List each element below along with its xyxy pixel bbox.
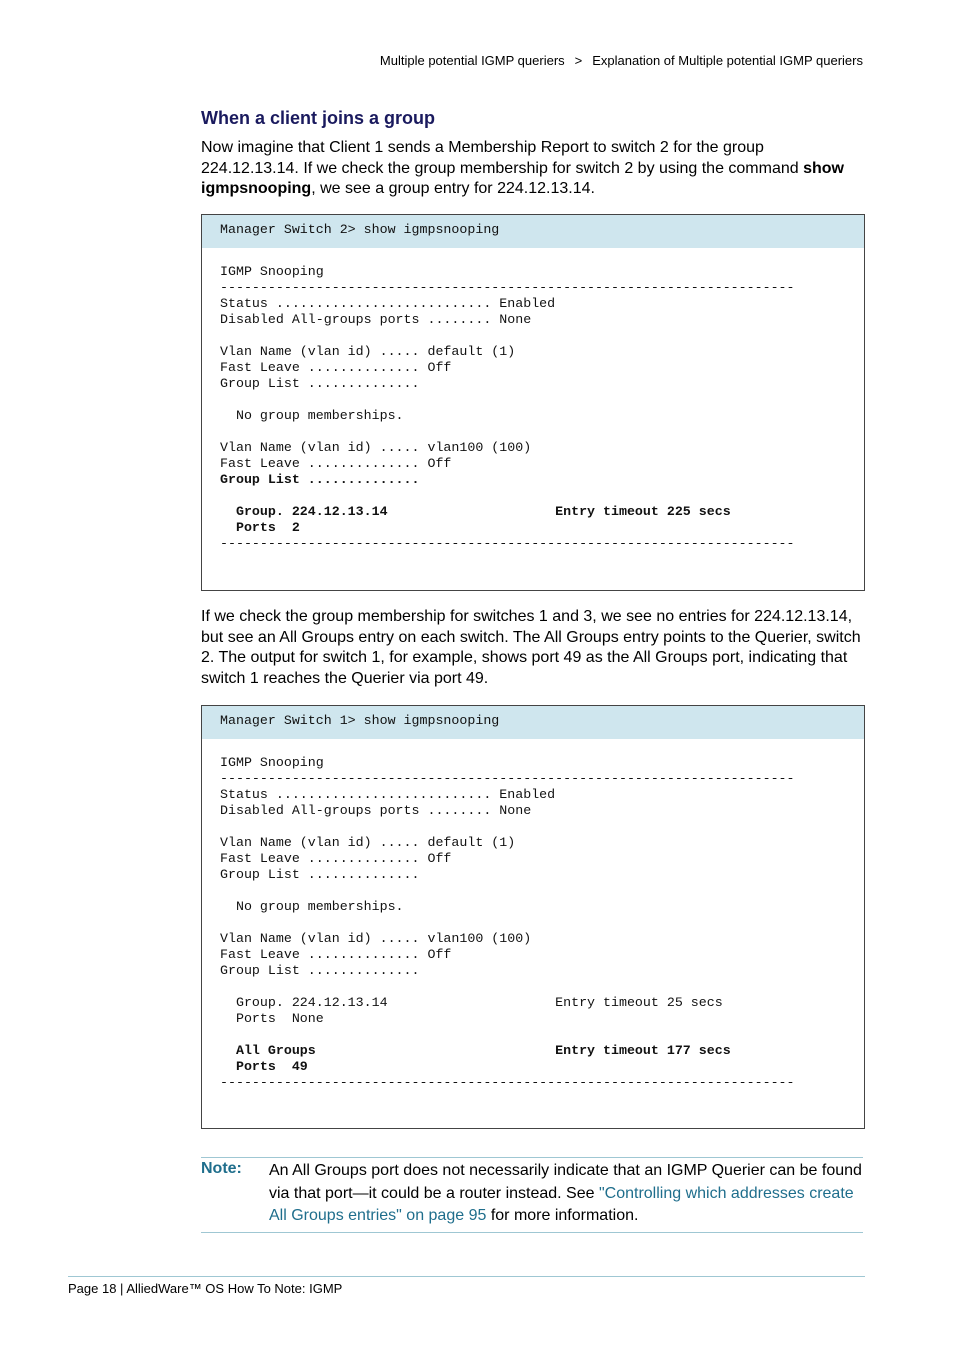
section-heading: When a client joins a group bbox=[201, 108, 436, 128]
code-command: Manager Switch 2> show igmpsnooping bbox=[202, 215, 864, 248]
code-output-highlight: Group List .............. Group. 224.12.13.14 Entry timeout 225 secs Ports 2 bbox=[220, 472, 731, 535]
paragraph-2 bbox=[201, 607, 865, 690]
code-output-highlight: All Groups Entry timeout 177 secs Ports 49 bbox=[235, 1043, 731, 1074]
code-example-switch1 bbox=[201, 705, 865, 1129]
paragraph-1-text: Now imagine that Client 1 sends a Membership Report to switch 2 for the group 224.12.13.14. If we check the group membership for switch 2 by using the command bbox=[201, 139, 804, 177]
note-text bbox=[269, 1160, 864, 1228]
note-box bbox=[201, 1157, 863, 1233]
code-output bbox=[202, 248, 864, 552]
code-example-switch2 bbox=[201, 214, 865, 591]
breadcrumb-parent[interactable]: Multiple potential IGMP queriers bbox=[379, 53, 565, 68]
breadcrumb-separator: > bbox=[574, 53, 583, 68]
breadcrumb-current: Explanation of Multiple potential IGMP queriers bbox=[592, 53, 863, 68]
footer-divider bbox=[68, 1276, 865, 1277]
code-output bbox=[202, 739, 864, 1091]
command-name: show igmpsnooping bbox=[201, 159, 844, 198]
paragraph-1-tail: , we see a group entry for 224.12.13.14. bbox=[311, 180, 595, 198]
code-output-end: ------------------------------------------------------------------------ bbox=[220, 1075, 795, 1090]
note-label: Note: bbox=[201, 1160, 242, 1177]
breadcrumb bbox=[380, 53, 863, 68]
note-text-start: An All Groups port does not necessarily indicate that an IGMP Querier can be found via that port—it could be a router instead. See bbox=[269, 1162, 862, 1202]
code-output-plain: IGMP Snooping ------------------------------------------------------------------------ Status ........................... Enabled Disabled All-groups ports ........ None Vlan Name (vlan id) ..... default (1) Fast Leave .............. Off Group List .............. No group memberships. Vlan Name (vlan id) ..... vlan100 (100) Fast Leave .............. Off Group List .............. Group. 224.12.13.14 Entry timeout 25 secs Ports None bbox=[220, 755, 795, 1026]
code-command: Manager Switch 1> show igmpsnooping bbox=[202, 706, 864, 739]
note-text-end: for more information. bbox=[486, 1207, 639, 1224]
code-output-plain: IGMP Snooping ------------------------------------------------------------------------ Status ........................... Enabled Disabled All-groups ports ........ None Vlan Name (vlan id) ..... default (1) Fast Leave .............. Off Group List .............. No group memberships. Vlan Name (vlan id) ..... vlan100 (100) Fast Leave .............. Off bbox=[220, 264, 795, 471]
cross-reference-link[interactable]: "Controlling which addresses create All Groups entries" on page 95 bbox=[269, 1184, 854, 1224]
code-output-end: ------------------------------------------------------------------------ bbox=[220, 536, 795, 551]
page-footer: Page 18 | AlliedWare™ OS How To Note: IGMP bbox=[68, 1281, 343, 1296]
paragraph-1 bbox=[201, 138, 865, 200]
paragraph-2-text: If we check the group membership for switches 1 and 3, we see no entries for 224.12.13.14, but see an All Groups entry on each switch. The All Groups entry points to the Querier, switch 2. The output for switch 1, for example, shows port 49 as the All Groups port, indicating that switch 1 reaches the Querier via port 49. bbox=[201, 608, 861, 688]
